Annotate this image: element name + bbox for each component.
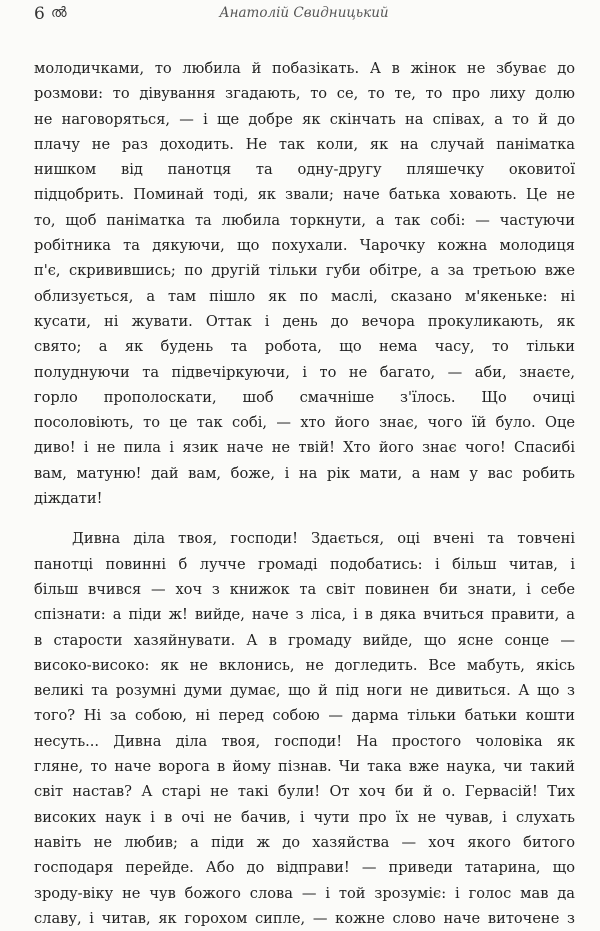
text-line: то, щоб паніматка та любила торкнути, а так собі: — частуючи	[34, 211, 575, 229]
text-line: гляне, то наче ворога в йому пізнав. Чи така вже наука, чи такий	[34, 758, 575, 776]
text-line: несуть... Дивна діла твоя, господи! На простого чоловіка як	[34, 732, 575, 750]
text-line: господаря перейде. Або до відправи! — приведи татарина, що	[34, 859, 575, 877]
text-line: робітника та дякуючи, що похухали. Чарочку кожна молодиця	[34, 237, 575, 255]
text-line: славу, і читав, як горохом сипле, — кожне слово наче виточене з	[34, 909, 575, 927]
paragraph	[34, 526, 575, 931]
text-line: полуднуючи та підвечіркуючи, і то не багато, — аби, знаєте,	[34, 363, 575, 381]
text-line: Дивна діла твоя, господи! Здається, оці вчені та товчені	[72, 530, 575, 548]
text-line: більш вчився — хоч з книжок та світ повинен би знати, і себе	[34, 580, 575, 598]
text-line: підцобрить. Поминай тоді, як звали; наче батька ховають. Це не	[34, 186, 575, 204]
text-line: розмови: то дівування згадають, то се, то те, то про лиху долю	[34, 85, 575, 103]
text-line: великі та розумні думи думає, що й під ноги не дивиться. А що з	[34, 682, 575, 700]
text-line: спізнати: а піди ж! вийде, наче з ліса, і в дяка вчиться правити, а	[34, 606, 575, 624]
text-line: нишком від панотця та одну-другу пляшечку оковитої	[34, 161, 575, 179]
text-line: панотці повинні б лучче громаді подобатись: і більш читав, і	[34, 555, 575, 573]
text-line: високих наук і в очі не бачив, і чути про їх не чував, і слухать	[34, 808, 575, 826]
running-title: Анатолій Свидницький	[219, 5, 389, 21]
page-body	[34, 56, 575, 931]
page-number: 6	[34, 4, 45, 24]
text-line: горло прополоскати, шоб смачніше з'їлось. Що очиці	[34, 388, 575, 406]
text-line: того? Ні за собою, ні перед собою — дарма тільки батьки кошти	[34, 707, 575, 725]
text-line: кусати, ні жувати. Оттак і день до вечора прокуликають, як	[34, 312, 575, 330]
text-line: молодичками, то любила й побазікать. А в жінок не збуває до	[34, 60, 575, 77]
page-header	[34, 4, 574, 26]
text-line: плачу не раз доходить. Не так коли, як на случай паніматка	[34, 135, 575, 153]
ornament-icon: ൽ	[51, 5, 67, 21]
text-line: не наговоряться, — і ще добре як скінчать на співах, а то й до	[34, 110, 575, 128]
text-line: світ настав? А старі не такі були! От хоч би й о. Гервасій! Тих	[34, 783, 575, 801]
text-line: високо-високо: як не вклонись, не догледить. Все мабуть, якісь	[34, 656, 575, 674]
text-line: диво! і не пила і язик наче не твій! Хто його знає чого! Спасибі	[34, 439, 575, 457]
text-line: п'є, скривившись; по другій тільки губи обітре, а за третьою вже	[34, 262, 575, 280]
text-line: зроду-віку не чув божого слова — і той зрозуміє: і голос мав да	[34, 884, 575, 902]
text-line: посоловіють, то це так собі, — хто його знає, чого їй було. Оце	[34, 414, 575, 432]
text-line: вам, матуню! дай вам, боже, і на рік мати, а нам у вас робить	[34, 464, 575, 482]
text-line: в старости хазяйнувати. А в громаду вийде, що ясне сонце —	[34, 631, 575, 649]
text-line: облизується, а там пішло як по маслі, сказано м'якеньке: ні	[34, 287, 575, 305]
paragraph	[34, 56, 575, 511]
text-line: свято; а як будень та робота, що нема часу, то тільки	[34, 338, 575, 356]
text-line: діждати!	[34, 490, 103, 508]
text-line: навіть не любив; а піди ж до хазяйства — хоч якого битого	[34, 833, 575, 851]
